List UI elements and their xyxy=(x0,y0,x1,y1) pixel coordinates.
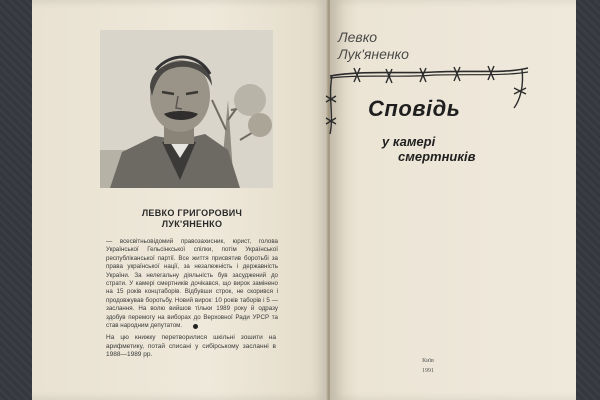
left-page xyxy=(32,0,328,400)
author-biography: — всесвітньовідомий правозахисник, юрист, голова Української Гельсінкської спілки, потім Української республіканської партії. Все життя присвятив боротьбі за права української нації, за незалежність і державність України. За нелегальну діяльність був засуджений до страти. У камері смертників дочікався, що вирок замінено на 15 років концтаборів. Відбувши строк, не скорився і продовжував боротьбу. Новий вирок: 10 років таборів і 5 — заслання. На волю вийшов тільки 1989 року й одразу здобув перемогу на виборах до Верховної Ради УРСР та став народним депутатом. xyxy=(106,238,278,330)
author-caption xyxy=(127,208,257,230)
caption-second-line: ЛУК'ЯНЕНКО xyxy=(161,219,223,229)
subtitle-line-1: у камері xyxy=(382,134,436,149)
publication-city: Київ xyxy=(422,358,434,364)
book-title-main: Сповідь xyxy=(368,96,461,121)
caption-first-line: ЛЕВКО ГРИГОРОВИЧ xyxy=(141,208,243,218)
publication-year: 1991 xyxy=(422,368,434,374)
book-subtitle xyxy=(382,134,475,164)
book-origin-note: На цю книжку перетворилися шкільні зошити на арифметику, потай списані у сибірському засланні в 1988—1989 рр. xyxy=(106,334,276,359)
author-portrait-photo xyxy=(100,30,273,188)
bullet-dot xyxy=(193,324,198,329)
author-last-name: Лук'яненко xyxy=(338,46,409,62)
author-first-name: Левко xyxy=(338,29,378,45)
subtitle-line-2: смертників xyxy=(398,149,476,164)
